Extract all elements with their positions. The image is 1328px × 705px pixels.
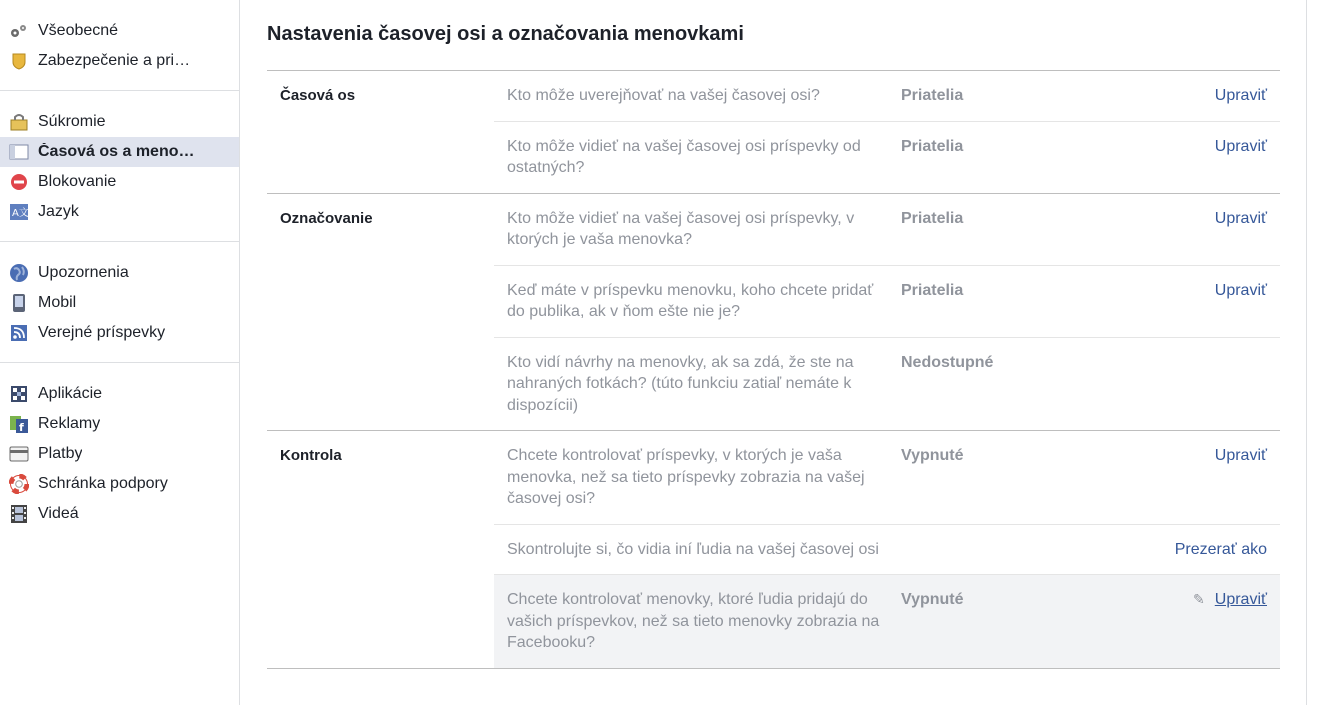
sidebar-item-label: Schránka podpory [38,475,168,492]
sidebar-group-3 [0,242,239,363]
sidebar-item-payments[interactable] [0,439,239,469]
pencil-icon: ✎ [1193,591,1205,607]
sidebar-item-security[interactable] [0,46,239,76]
sidebar-item-label: Časová os a meno… [38,143,195,160]
settings-sidebar [0,0,240,705]
sidebar-item-blocking[interactable] [0,167,239,197]
sidebar-item-apps[interactable] [0,379,239,409]
content-right-border [1306,0,1307,705]
card-icon [8,443,30,465]
section-tagging [267,193,1280,431]
sidebar-group-4 [0,363,239,543]
section-title: Označovanie [280,209,373,227]
setting-row[interactable] [494,524,1280,575]
setting-value: Vypnuté [901,447,964,464]
setting-value: Vypnuté [901,591,964,608]
setting-question: Kto môže vidieť na vašej časovej osi príspevky od ostatných? [507,137,861,176]
setting-value: Priatelia [901,137,964,155]
sidebar-item-label: Reklamy [38,415,101,432]
rss-icon [8,322,30,344]
sidebar-item-support-inbox[interactable] [0,469,239,499]
setting-row-hover[interactable] [494,574,1280,668]
section-title: Časová os [280,87,356,104]
lifebuoy-icon [8,473,30,495]
setting-row[interactable] [494,194,1280,265]
sidebar-item-ads[interactable] [0,409,239,439]
apps-icon [8,383,30,405]
view-as-link[interactable]: Prezerať ako [1174,540,1267,558]
sidebar-item-notifications[interactable] [0,258,239,288]
setting-row [494,337,1280,431]
setting-question: Chcete kontrolovať menovky, ktoré ľudia pridajú do vašich príspevkov, než sa tieto menovky zobrazia na Facebooku? [507,591,880,651]
sidebar-item-label: Zabezpečenie a pri… [38,52,191,69]
language-icon [8,201,30,223]
sidebar-item-label: Aplikácie [38,385,103,402]
setting-row[interactable] [494,265,1280,337]
sidebar-item-label: Videá [38,505,79,522]
setting-row[interactable] [494,431,1280,524]
sidebar-item-label: Súkromie [38,113,106,130]
setting-value: Nedostupné [901,353,994,371]
sidebar-item-general[interactable] [0,16,239,46]
setting-question: Chcete kontrolovať príspevky, v ktorých je vaša menovka, než sa tieto príspevky zobrazia na vašej časovej osi? [507,447,865,507]
block-icon [8,171,30,193]
setting-row[interactable] [494,121,1280,193]
settings-main [267,0,1280,669]
timeline-icon [8,141,30,163]
gears-icon [8,20,30,42]
sidebar-group-1 [0,0,239,91]
sidebar-item-label: Upozornenia [38,264,129,281]
sidebar-item-label: Blokovanie [38,173,117,190]
edit-link[interactable]: Upraviť [1214,447,1267,464]
sidebar-item-language[interactable] [0,197,239,227]
edit-link[interactable]: Upraviť [1214,209,1267,227]
svg-text:A文: A文 [12,208,29,219]
edit-link[interactable]: Upraviť [1214,87,1267,104]
sidebar-item-label: Mobil [38,294,77,311]
setting-question: Keď máte v príspevku menovku, koho chcete pridať do publika, ak v ňom ešte nie je? [507,281,874,320]
svg-text:f: f [19,421,24,434]
sidebar-item-videos[interactable] [0,499,239,529]
setting-value [901,539,1091,561]
setting-question: Kto môže vidieť na vašej časovej osi príspevky, v ktorých je vaša menovka? [507,209,855,248]
setting-row[interactable] [494,71,1280,121]
edit-link[interactable]: Upraviť [1214,137,1267,155]
setting-value: Priatelia [901,209,964,227]
setting-question: Kto môže uverejňovať na vašej časovej osi? [507,87,820,104]
page-title: Nastavenia časovej osi a označovania menovkami [267,23,744,45]
sidebar-item-privacy[interactable] [0,107,239,137]
section-review [267,430,1280,669]
edit-link[interactable]: Upraviť [1214,281,1267,299]
section-title: Kontrola [280,447,342,464]
setting-value: Priatelia [901,87,964,104]
setting-question: Skontrolujte si, čo vidia iní ľudia na vašej časovej osi [507,540,879,558]
sidebar-item-timeline[interactable] [0,137,239,167]
sidebar-item-label: Verejné príspevky [38,324,166,341]
setting-value: Priatelia [901,281,964,299]
shield-badge-icon [8,50,30,72]
sidebar-item-public-posts[interactable] [0,318,239,348]
sidebar-item-label: Jazyk [38,203,79,220]
section-timeline [267,70,1280,193]
ads-icon [8,413,30,435]
globe-icon [8,262,30,284]
sidebar-group-2 [0,91,239,242]
mobile-icon [8,292,30,314]
edit-link[interactable]: Upraviť [1214,591,1267,608]
sidebar-item-label: Všeobecné [38,22,119,39]
lock-icon [8,111,30,133]
film-icon [8,503,30,525]
setting-question: Kto vidí návrhy na menovky, ak sa zdá, že ste na nahraných fotkách? (túto funkciu zatiaľ nemáte k dispozícii) [507,353,854,414]
sidebar-item-mobile[interactable] [0,288,239,318]
sidebar-item-label: Platby [38,445,83,462]
